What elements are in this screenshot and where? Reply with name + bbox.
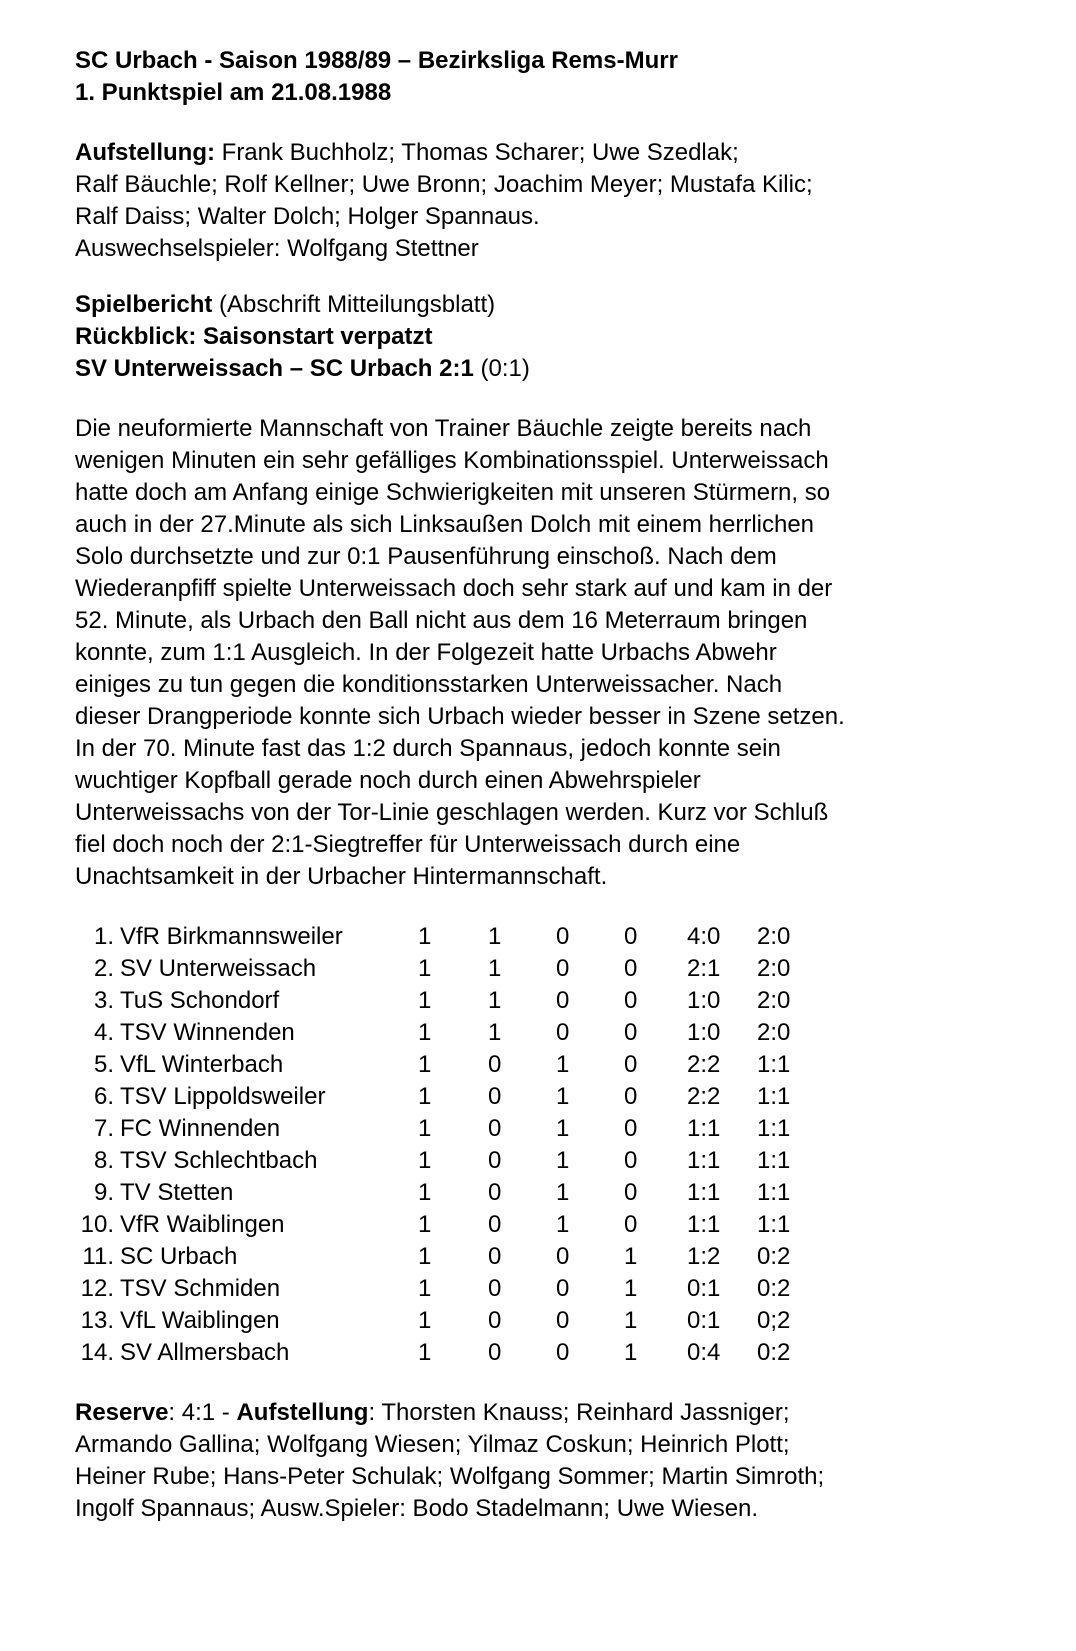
table-points: 1:1 <box>757 1147 791 1174</box>
table-drawn: 0 <box>556 1019 570 1046</box>
table-team: FC Winnenden <box>120 1115 281 1142</box>
spacer <box>75 109 1035 137</box>
report-line: Unachtsamkeit in der Urbacher Hintermannschaft. <box>75 863 608 890</box>
table-goals: 1:1 <box>687 1115 721 1142</box>
table-team: TSV Lippoldsweiler <box>120 1083 326 1110</box>
table-drawn: 0 <box>556 1275 570 1302</box>
table-lost: 0 <box>624 1179 638 1206</box>
table-drawn: 1 <box>556 1051 570 1078</box>
table-lost: 1 <box>624 1275 638 1302</box>
table-goals: 1:2 <box>687 1243 721 1270</box>
table-lost: 0 <box>624 955 638 982</box>
table-points: 2:0 <box>757 955 791 982</box>
report-heading <box>75 289 1035 321</box>
table-won: 1 <box>488 955 502 982</box>
document-title: SC Urbach - Saison 1988/89 – Bezirksliga Rems-Murr <box>75 47 678 74</box>
table-played: 1 <box>418 987 432 1014</box>
table-played: 1 <box>418 1339 432 1366</box>
reserve-line-3: Heiner Rube; Hans-Peter Schulak; Wolfgang Sommer; Martin Simroth; <box>75 1463 825 1490</box>
table-points: 1:1 <box>757 1115 791 1142</box>
table-goals: 1:0 <box>687 987 721 1014</box>
reserve-line-1 <box>75 1397 1035 1429</box>
table-lost: 1 <box>624 1243 638 1270</box>
table-rank: 11. <box>82 1243 114 1270</box>
report-line: In der 70. Minute fast das 1:2 durch Spannaus, jedoch konnte sein <box>75 735 781 762</box>
table-row <box>80 1241 817 1273</box>
table-won: 0 <box>488 1083 502 1110</box>
table-lost: 0 <box>624 987 638 1014</box>
match-score: SV Unterweissach – SC Urbach 2:1 <box>75 355 474 382</box>
table-row <box>80 985 817 1017</box>
table-row <box>80 1017 817 1049</box>
reserve-line-2: Armando Gallina; Wolfgang Wiesen; Yilmaz Coskun; Heinrich Plott; <box>75 1431 790 1458</box>
table-played: 1 <box>418 1051 432 1078</box>
table-points: 2:0 <box>757 923 791 950</box>
table-points: 1:1 <box>757 1211 791 1238</box>
table-lost: 0 <box>624 1083 638 1110</box>
reserve-section <box>75 1397 1035 1525</box>
lineup-players-1: Frank Buchholz; Thomas Scharer; Uwe Szedlak; <box>214 139 739 166</box>
table-rank: 1. <box>93 923 114 950</box>
table-won: 0 <box>488 1115 502 1142</box>
table-row <box>80 1113 817 1145</box>
table-team: VfL Winterbach <box>120 1051 284 1078</box>
table-points: 0:2 <box>757 1243 791 1270</box>
table-rank: 10. <box>80 1211 114 1238</box>
report-line: konnte, zum 1:1 Ausgleich. In der Folgezeit hatte Urbachs Abwehr <box>75 639 777 666</box>
table-lost: 0 <box>624 923 638 950</box>
table-team: TSV Schlechtbach <box>120 1147 318 1174</box>
table-won: 1 <box>488 1019 502 1046</box>
document-page <box>75 45 1035 1525</box>
table-played: 1 <box>418 1179 432 1206</box>
table-drawn: 1 <box>556 1179 570 1206</box>
table-played: 1 <box>418 1083 432 1110</box>
table-rank: 2. <box>93 955 114 982</box>
lineup-line-3: Ralf Daiss; Walter Dolch; Holger Spannaus. <box>75 203 540 230</box>
table-points: 2:0 <box>757 987 791 1014</box>
table-goals: 1:1 <box>687 1211 721 1238</box>
table-row <box>80 1049 817 1081</box>
table-team: SC Urbach <box>120 1243 238 1270</box>
report-line: Die neuformierte Mannschaft von Trainer Bäuchle zeigte bereits nach <box>75 415 812 442</box>
table-goals: 0:1 <box>687 1307 721 1334</box>
lineup-substitutes: Auswechselspieler: Wolfgang Stettner <box>75 235 479 262</box>
table-drawn: 0 <box>556 1307 570 1334</box>
table-played: 1 <box>418 1243 432 1270</box>
report-line: Unterweissachs von der Tor-Linie geschlagen werden. Kurz vor Schluß <box>75 799 829 826</box>
table-row <box>80 1337 817 1369</box>
table-goals: 0:1 <box>687 1275 721 1302</box>
table-goals: 4:0 <box>687 923 721 950</box>
lineup-line-2: Ralf Bäuchle; Rolf Kellner; Uwe Bronn; Joachim Meyer; Mustafa Kilic; <box>75 171 813 198</box>
match-day-subtitle: 1. Punktspiel am 21.08.1988 <box>75 79 392 106</box>
table-played: 1 <box>418 1147 432 1174</box>
table-won: 0 <box>488 1275 502 1302</box>
table-rank: 8. <box>93 1147 114 1174</box>
table-played: 1 <box>418 1211 432 1238</box>
table-lost: 1 <box>624 1339 638 1366</box>
table-played: 1 <box>418 955 432 982</box>
table-lost: 0 <box>624 1051 638 1078</box>
table-goals: 1:1 <box>687 1179 721 1206</box>
table-rank: 6. <box>93 1083 114 1110</box>
table-played: 1 <box>418 923 432 950</box>
table-rank: 5. <box>93 1051 114 1078</box>
table-won: 0 <box>488 1051 502 1078</box>
table-row <box>80 1305 817 1337</box>
report-line: Solo durchsetzte und zur 0:1 Pausenführung einschoß. Nach dem <box>75 543 777 570</box>
table-lost: 0 <box>624 1115 638 1142</box>
league-table-body <box>80 921 817 1369</box>
spacer <box>75 1369 1035 1397</box>
table-won: 0 <box>488 1211 502 1238</box>
report-section <box>75 289 1035 385</box>
lineup-label: Aufstellung: <box>75 139 215 166</box>
table-goals: 0:4 <box>687 1339 721 1366</box>
table-goals: 1:0 <box>687 1019 721 1046</box>
table-played: 1 <box>418 1275 432 1302</box>
report-line: 52. Minute, als Urbach den Ball nicht aus dem 16 Meterraum bringen <box>75 607 808 634</box>
table-points: 0:2 <box>757 1275 791 1302</box>
table-team: TSV Winnenden <box>120 1019 295 1046</box>
lineup-line-1 <box>75 137 1035 169</box>
table-rank: 12. <box>80 1275 114 1302</box>
table-won: 0 <box>488 1243 502 1270</box>
report-line: Wiederanpfiff spielte Unterweissach doch sehr stark auf und kam in der <box>75 575 833 602</box>
table-team: VfL Waiblingen <box>120 1307 280 1334</box>
table-won: 0 <box>488 1179 502 1206</box>
table-won: 0 <box>488 1307 502 1334</box>
report-line: wuchtiger Kopfball gerade noch durch einen Abwehrspieler <box>75 767 701 794</box>
table-goals: 2:2 <box>687 1083 721 1110</box>
table-lost: 0 <box>624 1019 638 1046</box>
report-line: dieser Drangperiode konnte sich Urbach wieder besser in Szene setzen. <box>75 703 845 730</box>
spacer <box>75 265 1035 289</box>
table-played: 1 <box>418 1115 432 1142</box>
report-line: einiges zu tun gegen die konditionsstarken Unterweissacher. Nach <box>75 671 783 698</box>
spacer <box>75 385 1035 413</box>
reserve-line-4: Ingolf Spannaus; Ausw.Spieler: Bodo Stadelmann; Uwe Wiesen. <box>75 1495 759 1522</box>
table-team: TuS Schondorf <box>120 987 280 1014</box>
spacer <box>75 893 1035 921</box>
report-source: (Abschrift Mitteilungsblatt) <box>212 291 496 318</box>
table-row <box>80 1209 817 1241</box>
table-row <box>80 1273 817 1305</box>
table-drawn: 1 <box>556 1115 570 1142</box>
table-rank: 13. <box>80 1307 114 1334</box>
table-row <box>80 1177 817 1209</box>
table-lost: 1 <box>624 1307 638 1334</box>
table-points: 1:1 <box>757 1083 791 1110</box>
table-won: 0 <box>488 1147 502 1174</box>
table-team: TV Stetten <box>120 1179 234 1206</box>
report-line: wenigen Minuten ein sehr gefälliges Kombinationsspiel. Unterweissach <box>75 447 829 474</box>
table-goals: 1:1 <box>687 1147 721 1174</box>
table-rank: 14. <box>80 1339 114 1366</box>
table-team: VfR Waiblingen <box>120 1211 285 1238</box>
table-team: VfR Birkmannsweiler <box>120 923 343 950</box>
table-team: SV Unterweissach <box>120 955 317 982</box>
document-header <box>75 45 1035 109</box>
table-drawn: 1 <box>556 1147 570 1174</box>
table-row <box>80 1145 817 1177</box>
table-won: 1 <box>488 923 502 950</box>
table-goals: 2:2 <box>687 1051 721 1078</box>
table-played: 1 <box>418 1307 432 1334</box>
table-goals: 2:1 <box>687 955 721 982</box>
table-points: 0;2 <box>757 1307 791 1334</box>
table-row <box>80 1081 817 1113</box>
table-points: 1:1 <box>757 1051 791 1078</box>
table-points: 1:1 <box>757 1179 791 1206</box>
table-drawn: 0 <box>556 955 570 982</box>
table-lost: 0 <box>624 1147 638 1174</box>
table-played: 1 <box>418 1019 432 1046</box>
lineup-section <box>75 137 1035 265</box>
report-line: fiel doch noch der 2:1-Siegtreffer für Unterweissach durch eine <box>75 831 741 858</box>
table-drawn: 0 <box>556 923 570 950</box>
table-team: SV Allmersbach <box>120 1339 290 1366</box>
table-points: 0:2 <box>757 1339 791 1366</box>
league-table <box>80 921 817 1369</box>
table-drawn: 0 <box>556 1339 570 1366</box>
table-rank: 4. <box>93 1019 114 1046</box>
report-headline: Rückblick: Saisonstart verpatzt <box>75 323 433 350</box>
reserve-lineup-label: Aufstellung <box>236 1399 369 1426</box>
table-rank: 3. <box>93 987 114 1014</box>
report-label: Spielbericht <box>75 291 213 318</box>
table-rank: 9. <box>93 1179 114 1206</box>
table-row <box>80 953 817 985</box>
report-line: hatte doch am Anfang einige Schwierigkeiten mit unseren Stürmern, so <box>75 479 831 506</box>
table-rank: 7. <box>93 1115 114 1142</box>
match-result <box>75 353 1035 385</box>
table-drawn: 0 <box>556 987 570 1014</box>
table-row <box>80 921 817 953</box>
reserve-label: Reserve <box>75 1399 169 1426</box>
halftime-score: (0:1) <box>473 355 530 382</box>
table-drawn: 0 <box>556 1243 570 1270</box>
table-drawn: 1 <box>556 1211 570 1238</box>
reserve-players-1: : Thorsten Knauss; Reinhard Jassniger; <box>368 1399 790 1426</box>
report-line: auch in der 27.Minute als sich Linksaußen Dolch mit einem herrlichen <box>75 511 815 538</box>
table-won: 1 <box>488 987 502 1014</box>
table-drawn: 1 <box>556 1083 570 1110</box>
table-won: 0 <box>488 1339 502 1366</box>
table-points: 2:0 <box>757 1019 791 1046</box>
reserve-result: : 4:1 - <box>168 1399 237 1426</box>
table-team: TSV Schmiden <box>120 1275 281 1302</box>
report-body <box>75 413 1035 893</box>
table-lost: 0 <box>624 1211 638 1238</box>
